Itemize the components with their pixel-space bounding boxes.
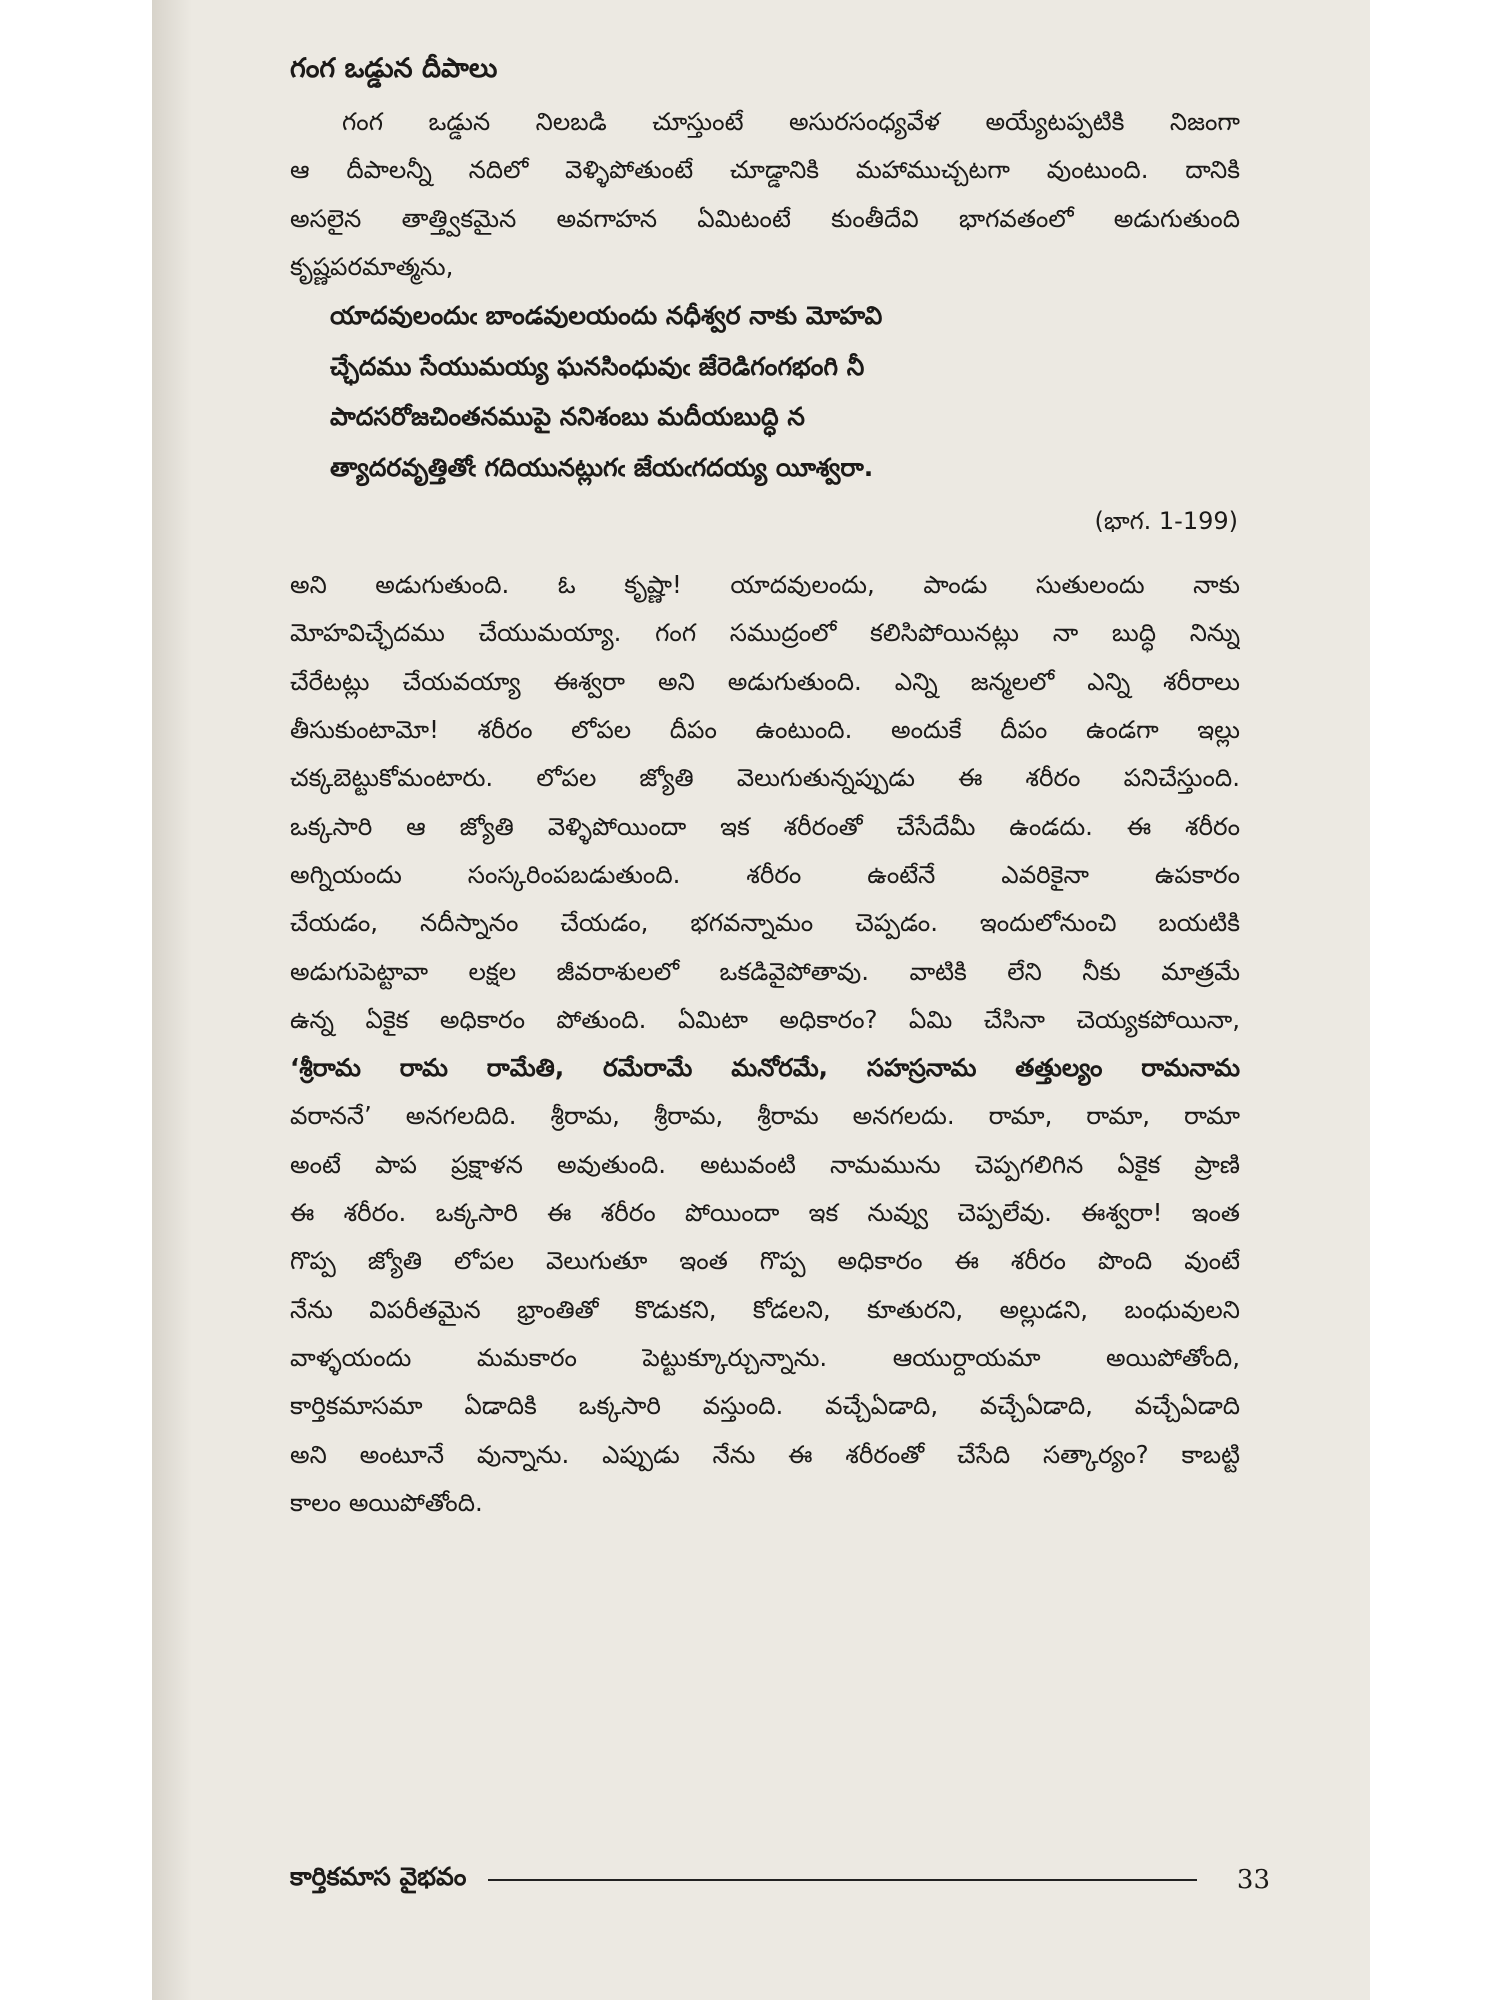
verse-line: పాదసరోజచింతనముపై ననిశంబు మదీయబుద్ధి న [330,402,805,432]
text-line: వాళ్ళయందు మమకారం పెట్టుక్కూర్చున్నాను. ఆయుర్దాయమా అయిపోతోంది, [290,1342,1240,1372]
text-line-quote: ‘శ్రీరామ రామ రామేతి, రమేరామే మనోరమే, సహస్రనామ తత్తుల్యం రామనామ [290,1053,1240,1083]
text-line: నేను విపరీతమైన భ్రాంతితో కొడుకని, కోడలని, కూతురని, అల్లుడని, బంధువులని [290,1294,1240,1324]
text-line: గంగ ఒడ్డున నిలబడి చూస్తుంటే అసురసంధ్యవేళ అయ్యేటప్పటికి నిజంగా [342,107,1240,136]
text-line: గొప్ప జ్యోతి లోపల వెలుగుతూ ఇంత గొప్ప అధికారం ఈ శరీరం పొంది వుంటే [290,1246,1240,1276]
text-line: అని అడుగుతుంది. ఓ కృష్ణా! యాదవులందు, పాండు సుతులందు నాకు [290,570,1240,600]
text-line: కార్తికమాసమా ఏడాదికి ఒక్కసారి వస్తుంది. వచ్చేఏడాది, వచ్చేఏడాది, వచ్చేఏడాది [290,1391,1240,1421]
paragraph-intro [290,98,1240,291]
section-heading: గంగ ఒడ్డున దీపాలు [290,53,498,84]
text-line: ఆ దీపాలన్నీ నదిలో వెళ్ళిపోతుంటే చూడ్డానికి మహాముచ్చటగా వుంటుంది. దానికి [290,155,1240,185]
page-number: 33 [1236,1865,1270,1895]
text-line: ఒక్కసారి ఆ జ్యోతి వెళ్ళిపోయిందా ఇక శరీరంతో చేసేదేమీ ఉండదు. ఈ శరీరం [290,811,1240,841]
verse-line: యాదవులందుఁ బాండవులయందు నధీశ్వర నాకు మోహవి [330,301,883,331]
text-line: అని అంటూనే వున్నాను. ఎప్పుడు నేను ఈ శరీరంతో చేసేది సత్కార్యం? కాబట్టి [290,1439,1240,1469]
text-line: చేయడం, నదీస్నానం చేయడం, భగవన్నామం చెప్పడం. ఇందులోనుంచి బయటికి [290,908,1240,938]
paragraph-main [290,561,1240,1527]
text-line: ఈ శరీరం. ఒక్కసారి ఈ శరీరం పోయిందా ఇక నువ్వు చెప్పలేవు. ఈశ్వరా! ఇంత [290,1198,1240,1228]
text-line: చేరేటట్లు చేయవయ్యా ఈశ్వరా అని అడుగుతుంది. ఎన్ని జన్మలలో ఎన్ని శరీరాలు [290,666,1240,696]
footer-rule [488,1879,1196,1881]
text-line: కృష్ణపరమాత్మను, [290,251,454,281]
page-footer [290,1858,1270,1902]
text-line: అగ్నియందు సంస్కరింపబడుతుంది. శరీరం ఉంటేనే ఎవరికైనా ఉపకారం [290,859,1240,889]
verse-line: చ్ఛేదము సేయుమయ్య ఘనసింధువుఁ జేరెడిగంగభంగి నీ [330,351,865,381]
verse-citation: (భాగ. 1-199) [1094,507,1238,536]
text-line: చక్కబెట్టుకోమంటారు. లోపల జ్యోతి వెలుగుతున్నప్పుడు ఈ శరీరం పనిచేస్తుంది. [290,763,1240,793]
book-title: కార్తికమాస వైభవం [290,1862,467,1891]
verse-block [290,291,1240,493]
verse-line: త్యాదరవృత్తితోఁ గదియునట్లుగఁ జేయఁగదయ్య యీశ్వరా. [330,452,874,482]
text-line: ఉన్న ఏకైక అధికారం పోతుంది. ఏమిటా అధికారం? ఏమి చేసినా చెయ్యకపోయినా, [290,1004,1240,1034]
page-body [290,40,1240,1527]
text-line: కాలం అయిపోతోంది. [290,1487,483,1517]
text-line: అడుగుపెట్టావా లక్షల జీవరాశులలో ఒకడివైపోతావు. వాటికి లేని నీకు మాత్రమే [290,956,1240,986]
text-line: మోహవిచ్ఛేదము చేయుమయ్యా. గంగ సముద్రంలో కలిసిపోయినట్లు నా బుద్ధి నిన్ను [290,618,1240,648]
text-line: తీసుకుంటామో! శరీరం లోపల దీపం ఉంటుంది. అందుకే దీపం ఉండగా ఇల్లు [290,715,1240,745]
text-line: వరాననే’ అనగలదిది. శ్రీరామ, శ్రీరామ, శ్రీరామ అనగలదు. రామా, రామా, రామా [290,1101,1240,1131]
spacer [290,549,1240,561]
text-line: అంటే పాప ప్రక్షాళన అవుతుంది. అటువంటి నామమును చెప్పగలిగిన ఏకైక ప్రాణి [290,1149,1240,1179]
text-line: అసలైన తాత్త్వికమైన అవగాహన ఏమిటంటే కుంతీదేవి భాగవతంలో అడుగుతుంది [290,203,1240,233]
